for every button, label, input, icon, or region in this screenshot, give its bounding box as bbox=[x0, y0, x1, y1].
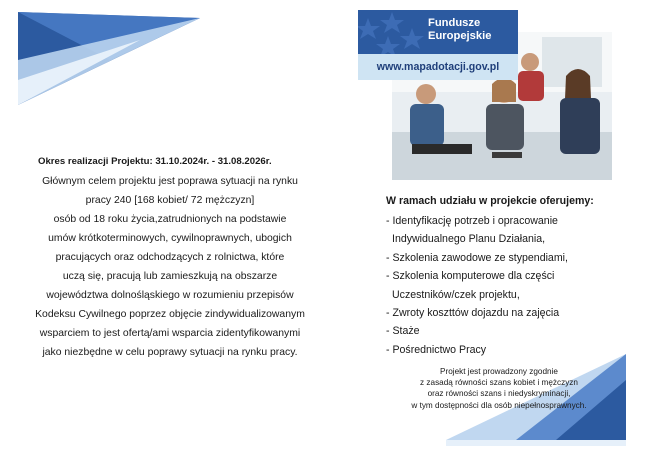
description-line: osób od 18 roku życia,zatrudnionych na podstawie bbox=[53, 214, 287, 225]
description-line: województwa dolnośląskiego w rozumieniu przepisów bbox=[46, 290, 294, 301]
description-line: uczą się, pracują lub zamieszkują na obszarze bbox=[62, 271, 278, 282]
eu-funds-title bbox=[428, 17, 518, 43]
project-period: Okres realizacji Projektu: 31.10.2024r. - 31.08.2026r. bbox=[38, 156, 272, 167]
eu-funds-title-line2: Europejskie bbox=[428, 30, 492, 42]
footnote-line: Projekt jest prowadzony zgodnie bbox=[440, 367, 558, 376]
eu-funds-title-line1: Fundusze bbox=[428, 17, 481, 29]
offer-heading: W ramach udziału w projekcie oferujemy: bbox=[386, 195, 594, 207]
description-line: umów krótkoterminowych, cywilnoprawnych, ubogich bbox=[48, 233, 292, 244]
eu-funds-logo bbox=[358, 10, 518, 54]
project-description bbox=[20, 172, 320, 362]
decorative-corner-top-left bbox=[0, 0, 210, 110]
description-line: pracy 240 [168 kobiet/ 72 mężczyzn] bbox=[85, 195, 255, 206]
description-line: Głównym celem projektu jest poprawa sytuacji na rynku bbox=[42, 176, 298, 187]
offer-list bbox=[386, 212, 646, 359]
description-line: wsparciem to jest ofertą/ami wsparcia zidentyfikowanymi bbox=[39, 328, 301, 339]
offer-item: - Staże bbox=[386, 325, 420, 338]
footnote-line: oraz równości szans i niedyskryminacji, bbox=[427, 389, 571, 399]
offer-item: Indywidualnego Planu Działania, bbox=[392, 233, 546, 246]
offer-item: - Zwroty koszttów dojazdu na zajęcia bbox=[386, 307, 560, 320]
description-line: pracujących oraz odchodzących z rolnictwa, które bbox=[55, 252, 285, 263]
offer-item: - Szkolenia zawodowe ze stypendiami, bbox=[386, 251, 568, 264]
description-line: Kodeksu Cywilnego poprzez objęcie zindywidualizowanym bbox=[35, 309, 305, 320]
equality-footnote bbox=[386, 366, 612, 411]
footnote-line: z zasadą równości szans kobiet i mężczyzn bbox=[420, 378, 578, 388]
offer-item: - Pośrednictwo Pracy bbox=[386, 343, 487, 356]
footnote-line: w tym dostępności dla osób niepełnosprawnych. bbox=[411, 400, 587, 410]
offer-item: - Szkolenia komputerowe dla części bbox=[386, 270, 555, 283]
offer-item: Uczestników/czek projektu, bbox=[392, 288, 520, 301]
website-url: www.mapadotacji.gov.pl bbox=[358, 54, 518, 80]
offer-item: - Identyfikację potrzeb i opracowanie bbox=[386, 215, 558, 227]
eu-funds-banner bbox=[358, 10, 518, 80]
description-line: jako niezbędne w celu poprawy sytuacji na rynku pracy. bbox=[42, 347, 298, 358]
